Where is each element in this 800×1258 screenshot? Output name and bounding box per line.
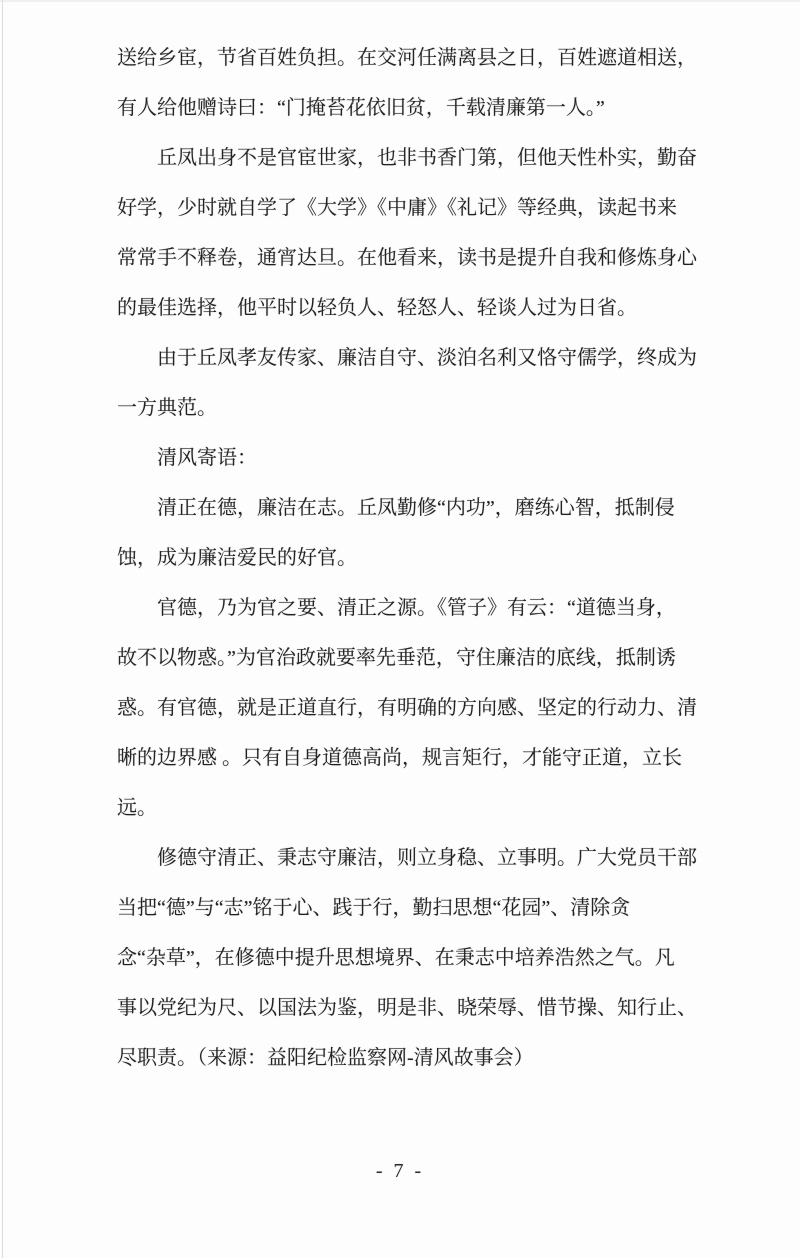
- scan-left-edge: [2, 0, 3, 1258]
- page-number: - 7 -: [375, 1160, 425, 1182]
- text-line: 惑。有官德，就是正道直行，有明确的方向感、坚定的行动力、清: [117, 697, 697, 719]
- text-line: 由于丘凤孝友传家、廉洁自守、淡泊名利又恪守儒学，终成为: [117, 347, 697, 369]
- text-line: 的最佳选择，他平时以轻负人、轻怒人、轻谈人过为日省。: [117, 297, 637, 319]
- text-line: 清正在德，廉洁在志。丘凤勤修“内功”，磨练心智，抵制侵: [117, 497, 675, 519]
- text-line: 修德守清正、秉志守廉洁，则立身稳、立事明。广大党员干部: [117, 847, 697, 869]
- text-line: 晰的边界感 。只有自身道德高尚，规言矩行，才能守正道，立长: [117, 747, 682, 769]
- text-line: 官德，乃为官之要、清正之源。《管子》有云：“道德当身，: [117, 597, 676, 619]
- text-line: 远。: [117, 797, 157, 819]
- text-line: 送给乡宦，节省百姓负担。在交河任满离县之日，百姓遮道相送，: [117, 47, 697, 69]
- text-line: 事以党纪为尺、以国法为鉴，明是非、晓荣辱、惜节操、知行止、: [117, 997, 697, 1019]
- text-line: 故不以物惑。”为官治政就要率先垂范，守住廉洁的底线，抵制诱: [117, 647, 676, 669]
- body-text-block: [117, 33, 717, 1083]
- text-line: 常常手不释卷，通宵达旦。在他看来，读书是提升自我和修炼身心: [117, 247, 697, 269]
- text-line: 有人给他赠诗曰：“门掩苔花依旧贫，千载清廉第一人。”: [117, 97, 605, 119]
- scan-top-edge: [0, 0, 800, 2]
- text-line-source: 尽职责。（来源：益阳纪检监察网-清风故事会）: [117, 1047, 534, 1069]
- text-line-heading: 清风寄语：: [117, 447, 257, 469]
- text-line: 当把“德”与“志”铭于心、践于行，勤扫思想“花园”、清除贪: [117, 897, 631, 919]
- text-line: 一方典范。: [117, 397, 217, 419]
- text-line: 念“杂草”，在修德中提升思想境界、在秉志中培养浩然之气。凡: [117, 947, 675, 969]
- text-line: 好学，少时就自学了《大学》《中庸》《礼记》等经典，读起书来: [117, 197, 677, 219]
- text-line: 丘凤出身不是官宦世家，也非书香门第，但他天性朴实，勤奋: [117, 147, 697, 169]
- text-line: 蚀，成为廉洁爱民的好官。: [117, 547, 357, 569]
